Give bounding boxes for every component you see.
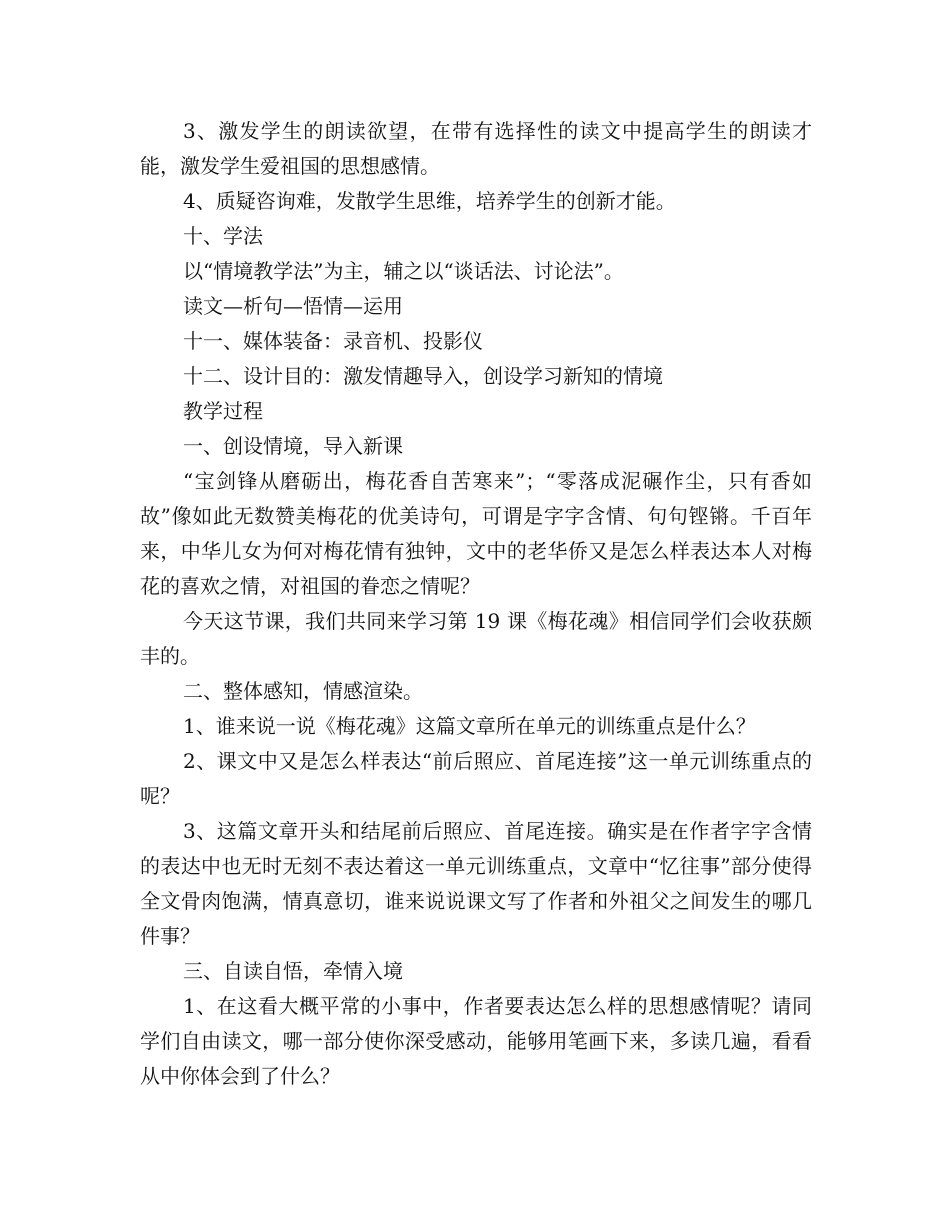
- paragraph: 3、这篇文章开头和结尾前后照应、首尾连接。确实是在作者字字含情的表达中也无时无刻不表达着这一单元训练重点，文章中“忆往事”部分使得全文骨肉饱满，情真意切，谁来说说课文写了作者和外祖父之间发生的哪几件事？: [140, 819, 812, 948]
- paragraph: “宝剑锋从磨砺出，梅花香自苦寒来”；“零落成泥碾作尘，只有香如故”像如此无数赞美梅花的优美诗句，可谓是字字含情、句句铿锵。千百年来，中华儿女为何对梅花情有独钟，文中的老华侨又是怎么样表达本人对梅花的喜欢之情，对祖国的眷恋之情呢？: [140, 469, 812, 598]
- section-heading: 三、自读自悟，牵情入境: [183, 959, 403, 983]
- section-heading: 十、学法: [183, 224, 263, 248]
- paragraph: 1、在这看大概平常的小事中，作者要表达怎么样的思想感情呢？请同学们自由读文，哪一部分使你深受感动，能够用笔画下来，多读几遍，看看从中你体会到了什么？: [140, 994, 812, 1088]
- section-heading: 二、整体感知，情感渲染。: [183, 679, 423, 703]
- section-heading: 十一、媒体装备：录音机、投影仪: [183, 329, 483, 353]
- paragraph: 读文—析句—悟情—运用: [183, 294, 403, 318]
- section-heading: 十二、设计目的：激发情趣导入，创设学习新知的情境: [183, 364, 663, 388]
- section-heading: 教学过程: [183, 399, 263, 423]
- paragraph: 今天这节课，我们共同来学习第 19 课《梅花魂》相信同学们会收获颇丰的。: [140, 609, 812, 668]
- paragraph: 2、课文中又是怎么样表达“前后照应、首尾连接”这一单元训练重点的呢？: [140, 749, 812, 808]
- paragraph: 以“情境教学法”为主，辅之以“谈话法、讨论法”。: [183, 259, 624, 283]
- paragraph: 4、质疑咨询难，发散学生思维，培养学生的创新才能。: [183, 189, 676, 213]
- section-heading: 一、创设情境，导入新课: [183, 434, 403, 458]
- paragraph: 1、谁来说一说《梅花魂》这篇文章所在单元的训练重点是什么？: [183, 714, 756, 738]
- document-page: [140, 114, 812, 1094]
- paragraph: 3、激发学生的朗读欲望，在带有选择性的读文中提高学生的朗读才能，激发学生爱祖国的思想感情。: [140, 119, 812, 178]
